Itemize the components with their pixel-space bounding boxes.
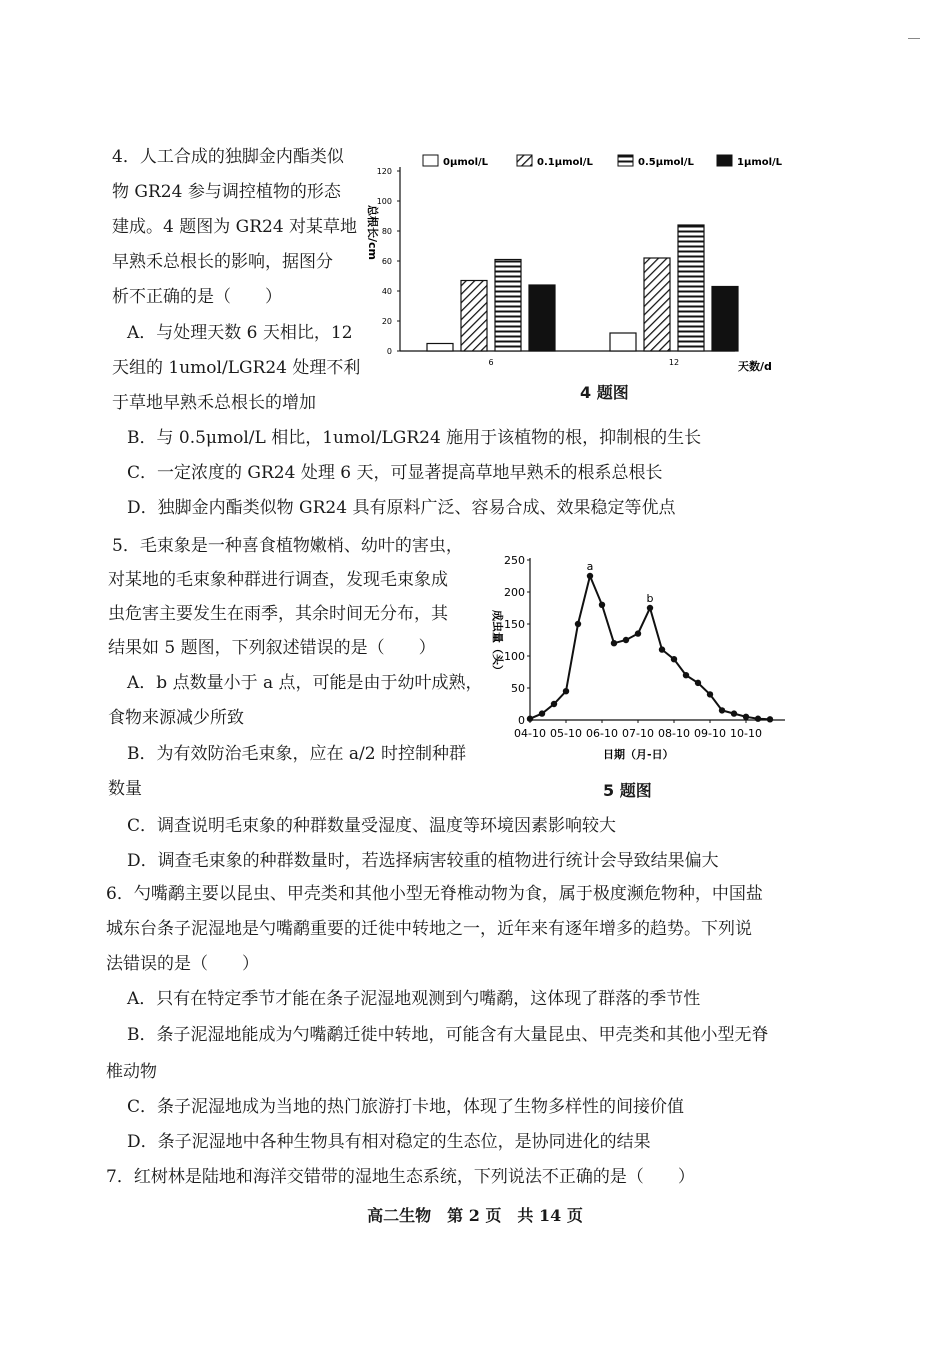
q6-line-5: 椎动物 <box>106 1062 157 1082</box>
chart-5-xtick-label: 04-10 <box>514 727 546 740</box>
q6-line-1: 城东台条子泥湿地是勺嘴鹬重要的迁徙中转地之一，近年来有逐年增多的趋势。下列说 <box>106 919 752 939</box>
chart-4-ylabel: 总根长/cm <box>366 205 379 260</box>
chart-5-ytick-label: 50 <box>511 682 525 695</box>
q5-line-2: 虫危害主要发生在雨季，其余时间无分布，其 <box>108 604 448 624</box>
chart-5-annotation: a <box>586 560 594 573</box>
q4-line-6: 天组的 1umol/LGR24 处理不利 <box>112 358 361 378</box>
chart-5-point <box>743 714 749 720</box>
chart-4-caption: 4 题图 <box>580 383 629 402</box>
chart-5-population <box>478 550 788 765</box>
chart-4-legend-swatch <box>517 155 532 166</box>
q4-line-1: 物 GR24 参与调控植物的形态 <box>112 182 341 202</box>
chart-4-ytick-label: 100 <box>376 197 392 206</box>
q5-line-1: 对某地的毛束象种群进行调查，发现毛束象成 <box>108 570 448 590</box>
q6-line-4: B．条子泥湿地能成为勺嘴鹬迁徙中转地，可能含有大量昆虫、甲壳类和其他小型无脊 <box>127 1025 769 1045</box>
chart-4-xtick-label: 12 <box>668 358 680 367</box>
q5-line-7: 数量 <box>108 779 142 799</box>
q5-line-6: B．为有效防治毛束象，应在 a/2 时控制种群 <box>127 744 466 764</box>
chart-4-legend-label: 1μmol/L <box>737 157 783 168</box>
chart-4-ytick-label: 20 <box>381 317 392 326</box>
chart-4-ytick-label: 120 <box>376 167 392 176</box>
scan-mark <box>908 38 920 39</box>
chart-4-ytick-label: 40 <box>381 287 392 296</box>
q6-line-6: C．条子泥湿地成为当地的热门旅游打卡地，体现了生物多样性的间接价值 <box>127 1097 685 1117</box>
chart-4-bar <box>610 333 636 351</box>
chart-4-legend <box>423 155 783 168</box>
chart-5-point <box>755 716 761 722</box>
q6-line-3: A．只有在特定季节才能在条子泥湿地观测到勺嘴鹬，这体现了群落的季节性 <box>127 989 701 1009</box>
chart-5-xlabel: 日期（月-日） <box>603 748 674 761</box>
chart-5-ytick-label: 250 <box>504 554 525 567</box>
chart-4-legend-swatch <box>423 155 438 166</box>
chart-4-legend-swatch <box>717 155 732 166</box>
chart-5-caption: 5 题图 <box>603 781 652 800</box>
chart-5-xtick-label: 05-10 <box>550 727 582 740</box>
q5-line-0: 5．毛束象是一种喜食植物嫩梢、幼叶的害虫， <box>112 536 463 556</box>
q5-line-4: A．b 点数量小于 a 点，可能是由于幼叶成熟， <box>127 673 483 693</box>
chart-4-legend-label: 0.1μmol/L <box>537 157 593 168</box>
chart-5-point <box>647 605 653 611</box>
chart-5-point <box>623 637 629 643</box>
q5-option-d: D．调查毛束象的种群数量时，若选择病害较重的植物进行统计会导致结果偏大 <box>127 851 719 871</box>
chart-4-ytick-label: 80 <box>381 227 392 236</box>
q4-option-d: D．独脚金内酯类似物 GR24 具有原料广泛、容易合成、效果稳定等优点 <box>127 498 676 518</box>
q6-line-2: 法错误的是（ ） <box>106 954 259 974</box>
chart-4-bar <box>712 287 738 352</box>
chart-4-bar <box>644 258 670 351</box>
q6-line-0: 6．勺嘴鹬主要以昆虫、甲壳类和其他小型无脊椎动物为食，属于极度濒危物种，中国盐 <box>106 884 763 904</box>
chart-5-point <box>611 640 617 646</box>
chart-5-xtick-label: 09-10 <box>694 727 726 740</box>
chart-4-ytick-label: 0 <box>386 347 392 356</box>
chart-5-point <box>659 646 665 652</box>
chart-4-legend-label: 0μmol/L <box>443 157 489 168</box>
question-7-stem: 7．红树林是陆地和海洋交错带的湿地生态系统，下列说法不正确的是（ ） <box>106 1167 695 1187</box>
q4-line-3: 早熟禾总根长的影响，据图分 <box>112 252 333 272</box>
chart-4-root-length <box>355 145 783 385</box>
chart-4-bar <box>529 285 555 351</box>
q4-line-0: 4．人工合成的独脚金内酯类似 <box>112 147 344 167</box>
chart-4-bar <box>427 344 453 352</box>
chart-5-xtick-label: 08-10 <box>658 727 690 740</box>
chart-4-bar <box>495 260 521 352</box>
chart-5-point <box>767 716 773 722</box>
q6-line-7: D．条子泥湿地中各种生物具有相对稳定的生态位，是协同进化的结果 <box>127 1132 651 1152</box>
chart-5-point <box>587 573 593 579</box>
chart-5-point <box>539 710 545 716</box>
chart-5-ytick-label: 0 <box>518 714 525 727</box>
chart-4-bar <box>461 281 487 352</box>
chart-5-point <box>575 621 581 627</box>
chart-5-point <box>683 672 689 678</box>
chart-5-xtick-label: 07-10 <box>622 727 654 740</box>
chart-5-annotation: b <box>646 592 654 605</box>
chart-5-point <box>695 680 701 686</box>
chart-4-ytick-label: 60 <box>381 257 392 266</box>
chart-5-point <box>527 716 533 722</box>
chart-5-point <box>635 630 641 636</box>
q4-line-4: 析不正确的是（ ） <box>112 287 282 307</box>
q5-line-5: 食物来源减少所致 <box>108 708 244 728</box>
chart-5-point <box>707 691 713 697</box>
chart-5-point <box>599 602 605 608</box>
q5-line-3: 结果如 5 题图，下列叙述错误的是（ ） <box>108 638 436 658</box>
chart-4-legend-swatch <box>618 155 633 166</box>
chart-5-point <box>671 656 677 662</box>
chart-5-ylabel: 成虫量（头） <box>491 610 504 676</box>
q4-option-c: C．一定浓度的 GR24 处理 6 天，可显著提高草地早熟禾的根系总根长 <box>127 463 663 483</box>
q4-line-2: 建成。4 题图为 GR24 对某草地 <box>112 217 358 237</box>
q4-line-7: 于草地早熟禾总根长的增加 <box>112 393 316 413</box>
chart-5-ytick-label: 200 <box>504 586 525 599</box>
chart-5-ytick-label: 150 <box>504 618 525 631</box>
chart-5-ytick-label: 100 <box>504 650 525 663</box>
q5-option-c: C．调查说明毛束象的种群数量受湿度、温度等环境因素影响较大 <box>127 816 617 836</box>
q4-line-5: A．与处理天数 6 天相比，12 <box>127 323 353 343</box>
chart-4-xtick-label: 6 <box>488 358 494 367</box>
chart-5-xtick-label: 06-10 <box>586 727 618 740</box>
chart-4-bar <box>678 225 704 351</box>
chart-5-point <box>719 707 725 713</box>
page-footer: 高二生物 第 2 页 共 14 页 <box>367 1206 583 1225</box>
q4-option-b: B．与 0.5μmol/L 相比，1umol/LGR24 施用于该植物的根，抑制根的生长 <box>127 428 702 448</box>
chart-5-point <box>551 701 557 707</box>
chart-5-xtick-label: 10-10 <box>730 727 762 740</box>
chart-4-legend-label: 0.5μmol/L <box>638 157 694 168</box>
chart-5-point <box>563 688 569 694</box>
chart-5-point <box>731 710 737 716</box>
chart-4-xlabel: 天数/d <box>738 360 772 373</box>
